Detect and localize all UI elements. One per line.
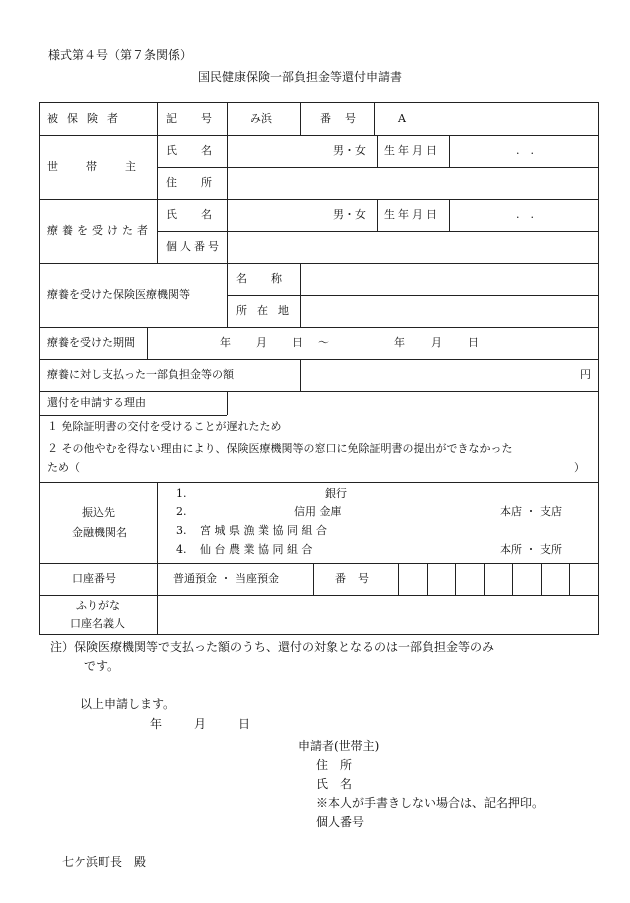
account-number-field[interactable] xyxy=(399,564,597,594)
applicant-label: 申請者(世帯主) xyxy=(298,739,380,753)
applicant-name-label: 氏 名 xyxy=(316,777,353,791)
institution-location-field[interactable] xyxy=(301,296,597,326)
patient-id-field[interactable] xyxy=(228,232,598,262)
amount-field[interactable] xyxy=(301,360,597,390)
institution-name-field[interactable] xyxy=(301,264,597,294)
institution-label: 療養を受けた保険医療機関等 xyxy=(47,288,190,301)
note-line-2: です。 xyxy=(84,659,120,673)
institution-name-label: 名称 xyxy=(236,272,306,285)
bank-branch-1[interactable]: 本店 ・ 支店 xyxy=(500,505,562,518)
amount-unit: 円 xyxy=(580,368,591,381)
applicant-id-label: 個人番号 xyxy=(316,815,365,829)
reason-close-paren: ） xyxy=(574,461,585,474)
declaration: 以上申請します。 xyxy=(80,697,176,711)
bank-option-1[interactable]: 銀行 xyxy=(325,487,347,500)
institution-location-label: 所在地 xyxy=(236,304,299,317)
date-year: 年 xyxy=(150,717,163,731)
amount-label: 療養に対し支払った一部負担金等の額 xyxy=(47,368,234,381)
bank-branch-2[interactable]: 本所 ・ 支所 xyxy=(500,543,562,556)
reason-option-2-cont: ため（ xyxy=(47,461,80,474)
householder-address-label: 住所 xyxy=(166,176,236,189)
insured-label: 被保険者 xyxy=(47,112,127,125)
form-number: 様式第４号（第７条関係） xyxy=(48,48,193,62)
householder-label: 世帯主 xyxy=(47,160,164,173)
applicant-address-label: 住 所 xyxy=(316,758,353,772)
date-month: 月 xyxy=(194,717,207,731)
bank-option-4[interactable]: 仙 台 農 業 協 同 組 合 xyxy=(200,543,313,556)
date-day: 日 xyxy=(238,717,251,731)
seal-note: ※本人が手書きしない場合は、記名押印。 xyxy=(316,796,545,810)
householder-dob-label: 生年月日 xyxy=(384,144,440,157)
account-type-select[interactable]: 普通預金 ・ 当座預金 xyxy=(173,572,279,585)
patient-name-label: 氏名 xyxy=(166,208,236,221)
householder-address-field[interactable] xyxy=(228,168,598,198)
bank-label-1: 振込先 xyxy=(82,506,115,519)
kigo-label: 記号 xyxy=(166,112,236,125)
note-line-1: 注）保険医療機関等で支払った額のうち、還付の対象となるのは一部負担金等のみ xyxy=(50,640,495,654)
patient-id-label: 個人番号 xyxy=(166,240,222,253)
period-label: 療養を受けた期間 xyxy=(47,336,135,349)
householder-sex-select[interactable]: 男・女 xyxy=(333,144,366,157)
account-number-label: 番号 xyxy=(335,572,381,585)
householder-name-field[interactable] xyxy=(228,136,328,166)
householder-name-label: 氏名 xyxy=(166,144,236,157)
holder-furigana-label: ふりがな xyxy=(76,599,120,612)
reason-option-2[interactable]: ２ その他やむを得ない理由により、保険医療機関等の窓口に免除証明書の提出ができなかった xyxy=(47,442,513,455)
patient-dob-label: 生年月日 xyxy=(384,208,440,221)
addressee: 七ケ浜町長 殿 xyxy=(62,855,147,869)
bank-label-2: 金融機関名 xyxy=(72,526,127,539)
bank-option-3-no: 3. xyxy=(176,524,187,537)
page-title: 国民健康保険一部負担金等還付申請書 xyxy=(198,70,403,84)
holder-label: 口座名義人 xyxy=(70,617,125,630)
bango-value[interactable]: A xyxy=(398,112,406,125)
patient-dob-field[interactable]: . . xyxy=(516,208,534,221)
bango-label: 番号 xyxy=(320,112,370,125)
bank-option-2[interactable]: 信用 金庫 xyxy=(294,505,342,518)
patient-sex-select[interactable]: 男・女 xyxy=(333,208,366,221)
bank-option-1-no: 1. xyxy=(176,487,187,500)
householder-dob-field[interactable]: . . xyxy=(516,144,534,157)
kigo-value[interactable]: み浜 xyxy=(250,112,272,125)
bank-option-2-no: 2. xyxy=(176,505,187,518)
patient-label: 療養を受けた者 xyxy=(47,224,152,237)
reason-option-1[interactable]: １ 免除証明書の交付を受けることが遅れたため xyxy=(47,420,282,433)
account-label: 口座番号 xyxy=(72,572,116,585)
bank-option-4-no: 4. xyxy=(176,543,187,556)
bank-option-3[interactable]: 宮 城 県 漁 業 協 同 組 合 xyxy=(200,524,327,537)
holder-name-field[interactable] xyxy=(158,596,597,633)
reason-label: 還付を申請する理由 xyxy=(47,396,146,409)
